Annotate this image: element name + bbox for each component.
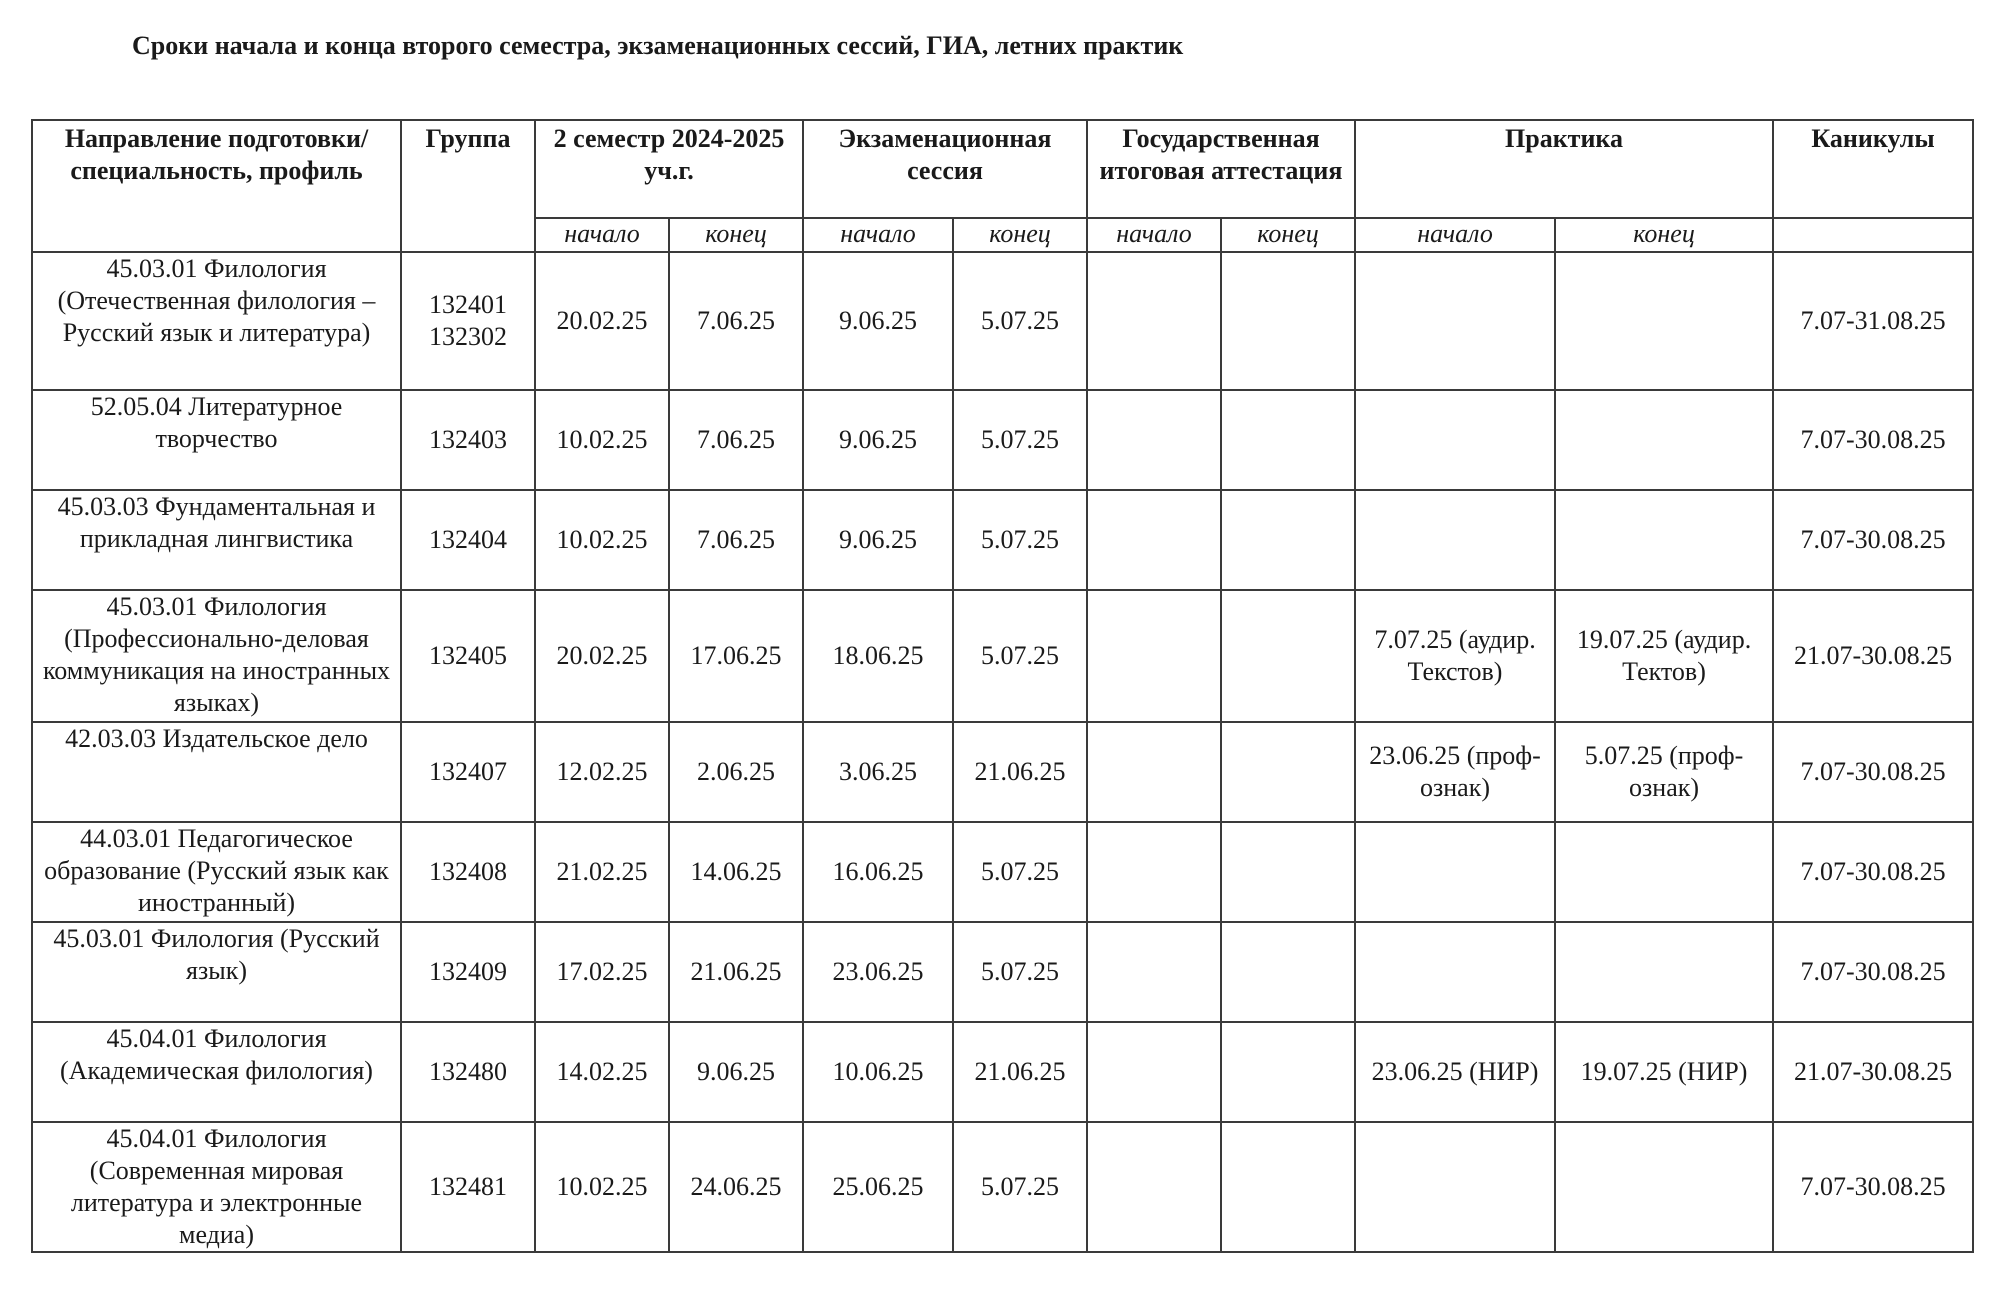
cell-exam-start: 25.06.25 — [803, 1122, 953, 1252]
cell-exam-start: 16.06.25 — [803, 822, 953, 922]
cell-gia-end — [1221, 1122, 1355, 1252]
table-row — [32, 822, 1973, 922]
cell-vacation: 7.07-30.08.25 — [1773, 1122, 1973, 1252]
header-gia: Государственная итоговая аттестация — [1087, 120, 1355, 218]
cell-semester-end: 17.06.25 — [669, 590, 803, 722]
cell-practice-end — [1555, 1122, 1773, 1252]
cell-practice-end: 5.07.25 (проф-ознак) — [1555, 722, 1773, 822]
cell-practice-start — [1355, 390, 1555, 490]
cell-exam-end: 5.07.25 — [953, 490, 1087, 590]
cell-practice-start: 7.07.25 (аудир. Текстов) — [1355, 590, 1555, 722]
cell-vacation: 7.07-31.08.25 — [1773, 252, 1973, 390]
header-practice: Практика — [1355, 120, 1773, 218]
cell-direction: 42.03.03 Издательское дело — [32, 722, 401, 822]
cell-semester-start: 14.02.25 — [535, 1022, 669, 1122]
cell-group: 132407 — [401, 722, 535, 822]
schedule-table — [31, 119, 1974, 1253]
cell-gia-start — [1087, 390, 1221, 490]
table-row — [32, 390, 1973, 490]
header-direction: Направление подготовки/ специальность, профиль — [32, 120, 401, 252]
subheader-gia-end: конец — [1221, 218, 1355, 252]
subheader-gia-start: начало — [1087, 218, 1221, 252]
cell-practice-end — [1555, 490, 1773, 590]
cell-direction: 45.03.01 Филология (Профессионально-деловая коммуникация на иностранных языках) — [32, 590, 401, 722]
cell-gia-end — [1221, 722, 1355, 822]
cell-practice-start — [1355, 822, 1555, 922]
table-row — [32, 490, 1973, 590]
cell-practice-end — [1555, 922, 1773, 1022]
cell-practice-end — [1555, 252, 1773, 390]
cell-group: 132405 — [401, 590, 535, 722]
cell-direction: 45.03.01 Филология (Русский язык) — [32, 922, 401, 1022]
cell-exam-end: 5.07.25 — [953, 252, 1087, 390]
cell-group — [401, 252, 535, 390]
subheader-semester-start: начало — [535, 218, 669, 252]
cell-gia-end — [1221, 490, 1355, 590]
cell-vacation: 7.07-30.08.25 — [1773, 922, 1973, 1022]
cell-vacation: 7.07-30.08.25 — [1773, 822, 1973, 922]
table-row — [32, 922, 1973, 1022]
cell-direction: 45.03.01 Филология (Отечественная филология – Русский язык и литература) — [32, 252, 401, 390]
cell-exam-end: 5.07.25 — [953, 590, 1087, 722]
cell-group: 132404 — [401, 490, 535, 590]
cell-semester-end: 2.06.25 — [669, 722, 803, 822]
cell-practice-end — [1555, 390, 1773, 490]
cell-vacation: 7.07-30.08.25 — [1773, 722, 1973, 822]
group-code: 132302 — [429, 322, 507, 351]
cell-gia-end — [1221, 252, 1355, 390]
cell-exam-start: 9.06.25 — [803, 390, 953, 490]
cell-vacation: 21.07-30.08.25 — [1773, 1022, 1973, 1122]
cell-gia-start — [1087, 590, 1221, 722]
cell-semester-end: 21.06.25 — [669, 922, 803, 1022]
table-row — [32, 590, 1973, 722]
cell-semester-start: 10.02.25 — [535, 490, 669, 590]
cell-semester-end: 7.06.25 — [669, 490, 803, 590]
cell-exam-end: 21.06.25 — [953, 722, 1087, 822]
cell-gia-start — [1087, 1022, 1221, 1122]
cell-exam-start: 9.06.25 — [803, 252, 953, 390]
cell-semester-start: 21.02.25 — [535, 822, 669, 922]
header-semester: 2 семестр 2024-2025 уч.г. — [535, 120, 803, 218]
table-row — [32, 1022, 1973, 1122]
cell-gia-end — [1221, 590, 1355, 722]
cell-practice-end — [1555, 822, 1773, 922]
cell-exam-start: 23.06.25 — [803, 922, 953, 1022]
cell-gia-start — [1087, 490, 1221, 590]
cell-exam-end: 5.07.25 — [953, 822, 1087, 922]
subheader-vacation-empty — [1773, 218, 1973, 252]
cell-practice-start — [1355, 922, 1555, 1022]
cell-group: 132403 — [401, 390, 535, 490]
cell-exam-end: 5.07.25 — [953, 922, 1087, 1022]
cell-practice-start — [1355, 252, 1555, 390]
cell-gia-end — [1221, 1022, 1355, 1122]
cell-exam-end: 21.06.25 — [953, 1022, 1087, 1122]
page-title: Сроки начала и конца второго семестра, экзаменационных сессий, ГИА, летних практик — [132, 31, 1184, 60]
cell-gia-start — [1087, 922, 1221, 1022]
cell-semester-start: 12.02.25 — [535, 722, 669, 822]
cell-practice-end: 19.07.25 (аудир. Тектов) — [1555, 590, 1773, 722]
subheader-practice-end: конец — [1555, 218, 1773, 252]
cell-gia-start — [1087, 252, 1221, 390]
cell-semester-start: 20.02.25 — [535, 252, 669, 390]
group-code: 132401 — [429, 290, 507, 319]
cell-practice-start: 23.06.25 (НИР) — [1355, 1022, 1555, 1122]
cell-exam-start: 18.06.25 — [803, 590, 953, 722]
cell-group: 132480 — [401, 1022, 535, 1122]
cell-gia-start — [1087, 722, 1221, 822]
cell-semester-start: 10.02.25 — [535, 390, 669, 490]
table-row — [32, 722, 1973, 822]
subheader-practice-start: начало — [1355, 218, 1555, 252]
cell-vacation: 21.07-30.08.25 — [1773, 590, 1973, 722]
subheader-exam-end: конец — [953, 218, 1087, 252]
cell-semester-end: 7.06.25 — [669, 252, 803, 390]
cell-gia-end — [1221, 390, 1355, 490]
header-row — [32, 120, 1973, 218]
cell-semester-end: 14.06.25 — [669, 822, 803, 922]
cell-gia-start — [1087, 822, 1221, 922]
cell-gia-start — [1087, 1122, 1221, 1252]
cell-semester-start: 17.02.25 — [535, 922, 669, 1022]
header-exam-session: Экзаменационная сессия — [803, 120, 1087, 218]
cell-direction: 45.04.01 Филология (Современная мировая литература и электронные медиа) — [32, 1122, 401, 1252]
cell-direction: 45.04.01 Филология (Академическая филология) — [32, 1022, 401, 1122]
cell-group: 132408 — [401, 822, 535, 922]
cell-semester-end: 24.06.25 — [669, 1122, 803, 1252]
cell-direction: 52.05.04 Литературное творчество — [32, 390, 401, 490]
table-row — [32, 252, 1973, 390]
cell-practice-end: 19.07.25 (НИР) — [1555, 1022, 1773, 1122]
header-vacation: Каникулы — [1773, 120, 1973, 218]
subheader-exam-start: начало — [803, 218, 953, 252]
cell-practice-start — [1355, 490, 1555, 590]
subheader-semester-end: конец — [669, 218, 803, 252]
cell-gia-end — [1221, 922, 1355, 1022]
table-row — [32, 1122, 1973, 1252]
cell-semester-start: 10.02.25 — [535, 1122, 669, 1252]
cell-exam-end: 5.07.25 — [953, 390, 1087, 490]
cell-exam-start: 10.06.25 — [803, 1022, 953, 1122]
cell-direction: 45.03.03 Фундаментальная и прикладная лингвистика — [32, 490, 401, 590]
cell-direction: 44.03.01 Педагогическое образование (Русский язык как иностранный) — [32, 822, 401, 922]
cell-vacation: 7.07-30.08.25 — [1773, 390, 1973, 490]
cell-exam-end: 5.07.25 — [953, 1122, 1087, 1252]
cell-semester-start: 20.02.25 — [535, 590, 669, 722]
cell-exam-start: 9.06.25 — [803, 490, 953, 590]
cell-practice-start: 23.06.25 (проф-ознак) — [1355, 722, 1555, 822]
cell-practice-start — [1355, 1122, 1555, 1252]
cell-gia-end — [1221, 822, 1355, 922]
header-group: Группа — [401, 120, 535, 252]
cell-semester-end: 7.06.25 — [669, 390, 803, 490]
cell-group: 132409 — [401, 922, 535, 1022]
cell-vacation: 7.07-30.08.25 — [1773, 490, 1973, 590]
cell-group: 132481 — [401, 1122, 535, 1252]
cell-exam-start: 3.06.25 — [803, 722, 953, 822]
cell-semester-end: 9.06.25 — [669, 1022, 803, 1122]
